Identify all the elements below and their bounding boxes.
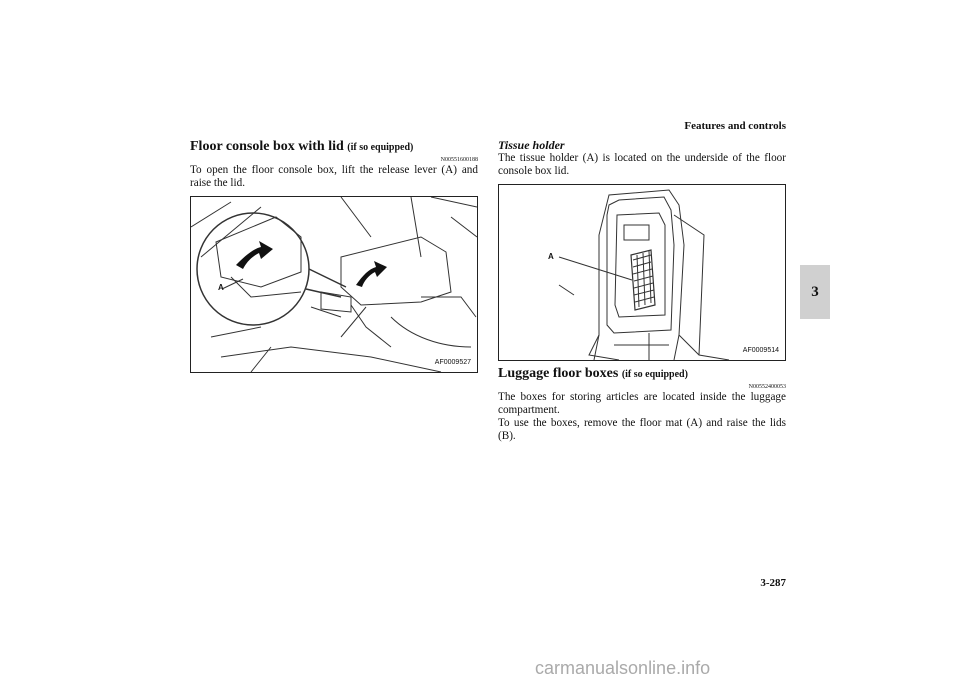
luggage-boxes-heading-note: (if so equipped) [621, 369, 688, 380]
figure-code: AF0009514 [742, 347, 779, 354]
luggage-boxes-body-2: To use the boxes, remove the floor mat (A) and raise the lids (B). [498, 417, 786, 442]
luggage-floor-boxes-section [498, 366, 786, 443]
luggage-boxes-heading-text: Luggage floor boxes [498, 366, 619, 381]
left-column [190, 139, 478, 190]
luggage-boxes-ref-code: N00552400053 [748, 384, 786, 390]
tissue-holder-illustration [499, 185, 785, 360]
chapter-tab: 3 [800, 265, 830, 319]
figure-code: AF0009527 [434, 359, 471, 366]
tissue-holder-heading: Tissue holder [498, 138, 565, 152]
console-box-illustration [191, 197, 477, 372]
console-box-heading-note: (if so equipped) [347, 142, 414, 153]
section-header: Features and controls [684, 120, 786, 132]
console-box-figure [190, 196, 478, 373]
tissue-holder-body: The tissue holder (A) is located on the underside of the floor console box lid. [498, 152, 786, 177]
console-box-heading [190, 139, 478, 156]
tissue-holder-figure [498, 184, 786, 361]
page-number: 3-287 [760, 577, 786, 589]
watermark-link[interactable]: carmanualsonline.info [535, 658, 711, 678]
console-box-heading-text: Floor console box with lid [190, 139, 344, 154]
tissue-holder-section [498, 139, 786, 178]
console-box-body: To open the floor console box, lift the release lever (A) and raise the lid. [190, 164, 478, 189]
figure-label-a: A [218, 283, 224, 292]
luggage-boxes-heading [498, 366, 786, 383]
figure-label-a: A [548, 252, 554, 261]
console-box-ref-code: N00551600188 [440, 157, 478, 163]
luggage-boxes-body-1: The boxes for storing articles are located inside the luggage compartment. [498, 391, 786, 416]
